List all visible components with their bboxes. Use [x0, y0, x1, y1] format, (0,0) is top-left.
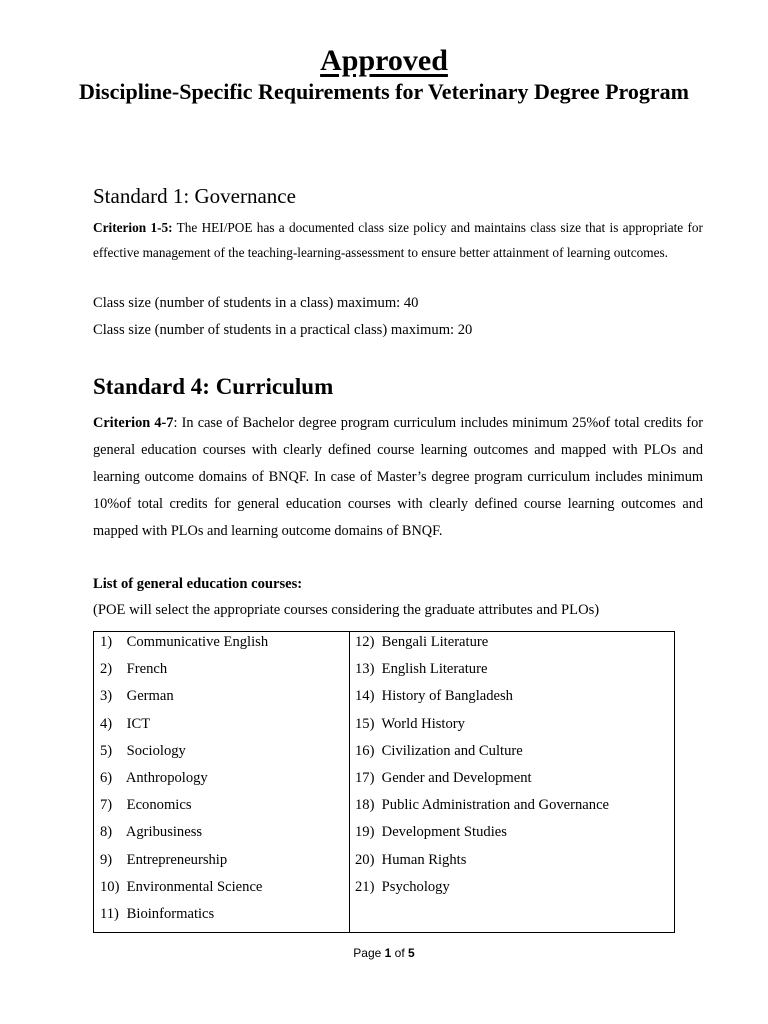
standard-1-heading-text: Standard 1: Governance	[93, 184, 296, 208]
course-column-left	[100, 632, 268, 931]
course-name: Agribusiness	[125, 824, 203, 841]
page-of: of	[391, 946, 409, 960]
course-list-item	[100, 714, 268, 741]
course-list-item	[355, 877, 609, 904]
course-name: Bioinformatics	[126, 905, 215, 922]
course-list-item	[100, 877, 268, 904]
course-list-item	[100, 741, 268, 768]
course-list-item	[355, 850, 609, 877]
course-list-item	[100, 768, 268, 795]
course-name: English Literature	[381, 661, 488, 678]
course-name: German	[126, 688, 174, 705]
course-name: Environmental Science	[126, 878, 263, 895]
course-number: 19)	[355, 824, 375, 841]
course-name: Gender and Development	[381, 769, 532, 786]
criterion-4-7-text: : In case of Bachelor degree program curriculum includes minimum 25%of total credits for general education courses with clearly defined course learning outcomes and mapped with PLOs and learning outcome domains of BNQF. In case of Master’s degree program curriculum includes minimum 10%of total credits for general education courses with clearly defined course learning outcomes and mapped with PLOs and learning outcome domains of BNQF.	[93, 415, 703, 539]
criterion-4-7-paragraph	[93, 410, 703, 545]
course-list-item	[100, 632, 268, 659]
course-column-right	[355, 632, 609, 904]
course-name: Psychology	[381, 878, 450, 895]
page-footer	[0, 946, 768, 960]
course-number: 21)	[355, 878, 375, 895]
page-current: 1	[384, 946, 392, 960]
page-total: 5	[408, 946, 415, 960]
course-number: 6)	[100, 769, 113, 786]
course-list-title: List of general education courses:	[93, 576, 303, 592]
poe-selection-note: (POE will select the appropriate courses considering the graduate attributes and PLOs)	[93, 602, 600, 618]
course-list-item	[355, 686, 609, 713]
course-list-item	[355, 741, 609, 768]
course-number: 15)	[355, 715, 375, 732]
course-number: 16)	[355, 742, 375, 759]
course-list-item	[100, 795, 268, 822]
course-list-item	[100, 659, 268, 686]
course-list-item	[355, 795, 609, 822]
course-number: 4)	[100, 715, 113, 732]
course-number: 7)	[100, 797, 113, 814]
course-name: Human Rights	[381, 851, 467, 868]
course-number: 18)	[355, 797, 375, 814]
table-column-divider	[349, 632, 350, 932]
course-number: 5)	[100, 742, 113, 759]
course-name: Civilization and Culture	[381, 742, 523, 759]
course-list-item	[355, 632, 609, 659]
course-number: 11)	[100, 905, 119, 922]
course-number: 20)	[355, 851, 375, 868]
course-number: 17)	[355, 769, 375, 786]
course-name: ICT	[126, 715, 151, 732]
course-name: Sociology	[126, 742, 186, 759]
course-list-item	[355, 714, 609, 741]
course-list-item	[100, 850, 268, 877]
course-number: 14)	[355, 688, 375, 705]
course-number: 10)	[100, 878, 120, 895]
criterion-1-5-label: Criterion 1-5:	[93, 220, 173, 235]
criterion-4-7-label: Criterion 4-7	[93, 415, 174, 431]
criterion-1-5-paragraph	[93, 216, 703, 265]
course-name: French	[126, 661, 168, 678]
course-name: Entrepreneurship	[126, 851, 228, 868]
course-number: 12)	[355, 634, 375, 650]
course-name: Bengali Literature	[381, 634, 489, 650]
course-list-item	[355, 768, 609, 795]
approved-stamp-heading	[0, 44, 768, 78]
course-number: 1)	[100, 634, 113, 650]
standard-1-heading	[93, 184, 296, 209]
course-number: 13)	[355, 661, 375, 678]
course-list-item	[100, 686, 268, 713]
course-list-item	[100, 904, 268, 931]
course-name: History of Bangladesh	[381, 688, 513, 705]
approved-text: Approved	[320, 44, 448, 77]
course-list-item	[355, 659, 609, 686]
course-number: 3)	[100, 688, 113, 705]
course-name: Public Administration and Governance	[381, 797, 610, 814]
standard-4-heading: Standard 4: Curriculum	[93, 374, 334, 399]
course-list-item	[355, 822, 609, 849]
general-education-course-table	[93, 631, 675, 933]
course-number: 9)	[100, 851, 113, 868]
page-prefix: Page	[353, 946, 385, 960]
course-name: Economics	[126, 797, 192, 814]
course-name: World History	[381, 715, 465, 732]
criterion-1-5-text: The HEI/POE has a documented class size policy and maintains class size that is appropriate for effective management of the teaching-learning-assessment to ensure better attainment of learning outcomes.	[93, 220, 703, 260]
course-list-item	[100, 822, 268, 849]
course-name: Anthropology	[125, 769, 208, 786]
document-title: Discipline-Specific Requirements for Veterinary Degree Program	[79, 79, 689, 104]
course-number: 2)	[100, 661, 113, 678]
course-name: Development Studies	[381, 824, 507, 841]
practical-class-size-line: Class size (number of students in a practical class) maximum: 20	[93, 322, 473, 338]
class-size-line: Class size (number of students in a class) maximum: 40	[93, 295, 419, 311]
course-number: 8)	[100, 824, 113, 841]
course-name: Communicative English	[126, 634, 269, 650]
